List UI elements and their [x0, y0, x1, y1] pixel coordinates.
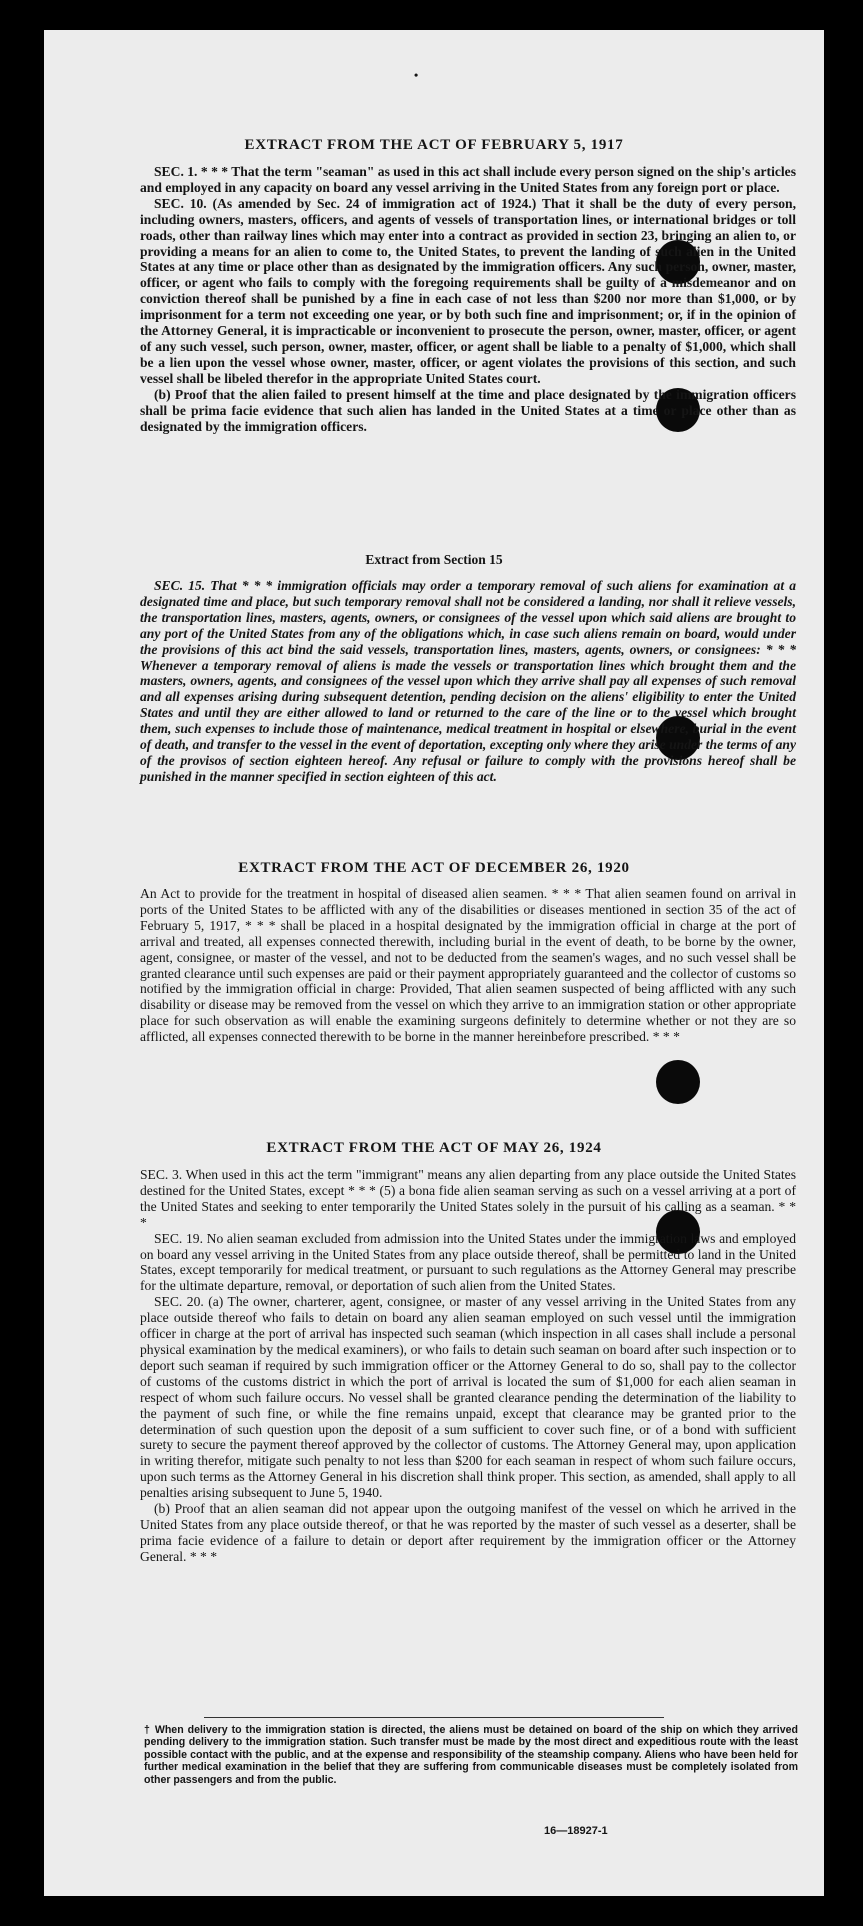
- section-1920-body: [140, 886, 796, 1045]
- paragraph: SEC. 20. (a) The owner, charterer, agent, consignee, or master of any vessel arriving in the United States from any place outside thereof who fails to detain on board any alien seaman employed on such vessel until the immigration officer in charge at the port of arrival has inspected such seaman (which inspection in all cases shall include a personal physical examination by the medical examiners), or who fails to detain such seaman on board after such inspection or to deport such seaman if required by such immigration officer or the Attorney General to do so, shall pay to the collector of customs of the customs district in which the port of arrival is located the sum of $1,000 for each alien seaman in respect of whom such failure occurs. No vessel shall be granted clearance pending the determination of the liability to the payment of such fine, or while the fine remains unpaid, except that clearance may be granted prior to the determination of such question upon the deposit of a sum sufficient to cover such fine, or of a bond with sufficient surety to secure the payment thereof approved by the collector of customs. The Attorney General may, upon application in writing therefor, mitigate such penalty to not less than $200 for each seaman in respect of whom such failure occurs, upon such terms as the Attorney General in his discretion shall think proper. This section, as amended, shall apply to all penalties arising subsequent to June 5, 1940.: [140, 1294, 796, 1501]
- document-page: [44, 30, 824, 1896]
- footnote-divider: [204, 1717, 664, 1718]
- paragraph: An Act to provide for the treatment in hospital of diseased alien seamen. * * * That alien seamen found on arrival in ports of the United States to be afflicted with any of the disabilities or diseases mentioned in section 35 of the act of February 5, 1917, * * * shall be placed in a hospital designated by the immigration official in charge at the port of arrival and treated, all expenses connected therewith, including burial in the event of death, to be borne by the owner, agent, consignee, or master of the vessel, and not to be deducted from the seamen's wages, and no such vessel shall be granted clearance until such expenses are paid or their payment appropriately guaranteed and the collector of customs so notified by the immigration official in charge: Provided, That alien seamen suspected of being afflicted with any such disability or disease may be removed from the vessel on which they arrive to an immigration station or other appropriate place for such observation as will enable the examining surgeons definitely to determine whether or not they are so afflicted, all expenses connected therewith to be borne in the manner hereinbefore prescribed. * * *: [140, 886, 796, 1045]
- section-1924-body: [140, 1167, 796, 1565]
- footnote: † When delivery to the immigration station is directed, the aliens must be detained on board of the ship on which they arrived pending delivery to the immigration station. Such transfer must be made by the most direct and expeditious route with the least possible contact with the public, and at the expense and responsibility of the steamship company. Aliens who have been held for further medical examination in the belief that they are suffering from communicable diseases must be completely isolated from other passengers and from the public.: [144, 1724, 798, 1786]
- paragraph: SEC. 15. That * * * immigration officials may order a temporary removal of such aliens for examination at a designated time and place, but such temporary removal shall not be considered a landing, nor shall it relieve vessels, the transportation lines, masters, agents, owners, or consignees of the vessel upon which said aliens are brought to any port of the United States from any of the obligations which, in case such aliens remain on board, would under the provisions of this act bind the said vessels, transportation lines, masters, agents, owners, or consignees: * * * Whenever a temporary removal of aliens is made the vessels or transportation lines which brought them and the masters, owners, agents, and consignees of the vessel upon which they arrive shall pay all expenses of such removal and all expenses arising during subsequent detention, pending decision on the aliens' eligibility to enter the United States and until they are either allowed to land or returned to the care of the line or to the vessel which brought them, such expenses to include those of maintenance, medical treatment in hospital or elsewhere, burial in the event of death, and transfer to the vessel in the event of deportation, excepting only where they arise under the terms of any of the provisos of section eighteen hereof. Any refusal or failure to comply with the provisions hereof shall be punished in the manner specified in section eighteen of this act.: [140, 578, 796, 784]
- section-1917-body: [140, 164, 796, 434]
- paragraph: SEC. 3. When used in this act the term "immigrant" means any alien departing from any place outside the United States destined for the United States, except * * * (5) a bona fide alien seaman serving as such on a vessel arriving at a port of the United States and seeking to enter temporarily the United States solely in the pursuit of his calling as a seaman. * * *: [140, 1167, 796, 1230]
- section-heading-1917: EXTRACT FROM THE ACT OF FEBRUARY 5, 1917: [244, 137, 624, 153]
- paragraph: SEC. 19. No alien seaman excluded from admission into the United States under the immigration laws and employed on board any vessel arriving in the United States from any place outside thereof, shall be permitted to land in the United States, except temporarily for medical treatment, or pursuant to such regulations as the Attorney General may prescribe for the ultimate departure, removal, or deportation of such alien from the United States.: [140, 1230, 796, 1294]
- paragraph: SEC. 10. (As amended by Sec. 24 of immigration act of 1924.) That it shall be the duty of every person, including owners, masters, officers, and agents of vessels of transportation lines, or international bridges or toll roads, other than railway lines which may enter into a contract as provided in section 23, bringing an alien to, or providing a means for an alien to come to, the United States, to prevent the landing of such alien in the United States at any time or place other than as designated by the immigration officers. Any such person, owner, master, officer, or agent who fails to comply with the foregoing requirements shall be guilty of a misdemeanor and on conviction thereof shall be punished by a fine in each case of not less than $200 nor more than $1,000, or by imprisonment for a term not exceeding one year, or by both such fine and imprisonment; or, if in the opinion of the Attorney General, it is impracticable or inconvenient to prosecute the person, owner, master, officer, or agent of any such vessel, such person, owner, master, officer, or agent shall be liable to a penalty of $1,000, which shall be a lien upon the vessel whose owner, master, officer, or agent violates the provisions of this section, and such vessel shall be libeled therefor in the appropriate United States court.: [140, 195, 796, 386]
- paragraph: SEC. 1. * * * That the term "seaman" as used in this act shall include every person signed on the ship's articles and employed in any capacity on board any vessel arriving in the United States from any foreign port or place.: [140, 164, 796, 195]
- page-mark: •: [414, 68, 419, 82]
- section-heading-1920: EXTRACT FROM THE ACT OF DECEMBER 26, 1920: [238, 860, 630, 876]
- paragraph: (b) Proof that an alien seaman did not appear upon the outgoing manifest of the vessel on which he arrived in the United States from any place outside thereof, or that he was reported by the master of such vessel as a deserter, shall be prima facie evidence of a failure to detain or deport after requirement by the immigration officer or the Attorney General. * * *: [140, 1501, 796, 1564]
- paragraph: (b) Proof that the alien failed to present himself at the time and place designated by the immigration officers shall be prima facie evidence that such alien has landed in the United States at a time or place other than as designated by the immigration officers.: [140, 386, 796, 434]
- section-heading-section-15: Extract from Section 15: [365, 552, 503, 567]
- section-15-body: [140, 578, 796, 785]
- form-number: 16—18927-1: [544, 1825, 608, 1837]
- section-heading-1924: EXTRACT FROM THE ACT OF MAY 26, 1924: [266, 1140, 602, 1156]
- punch-hole: [656, 1060, 700, 1104]
